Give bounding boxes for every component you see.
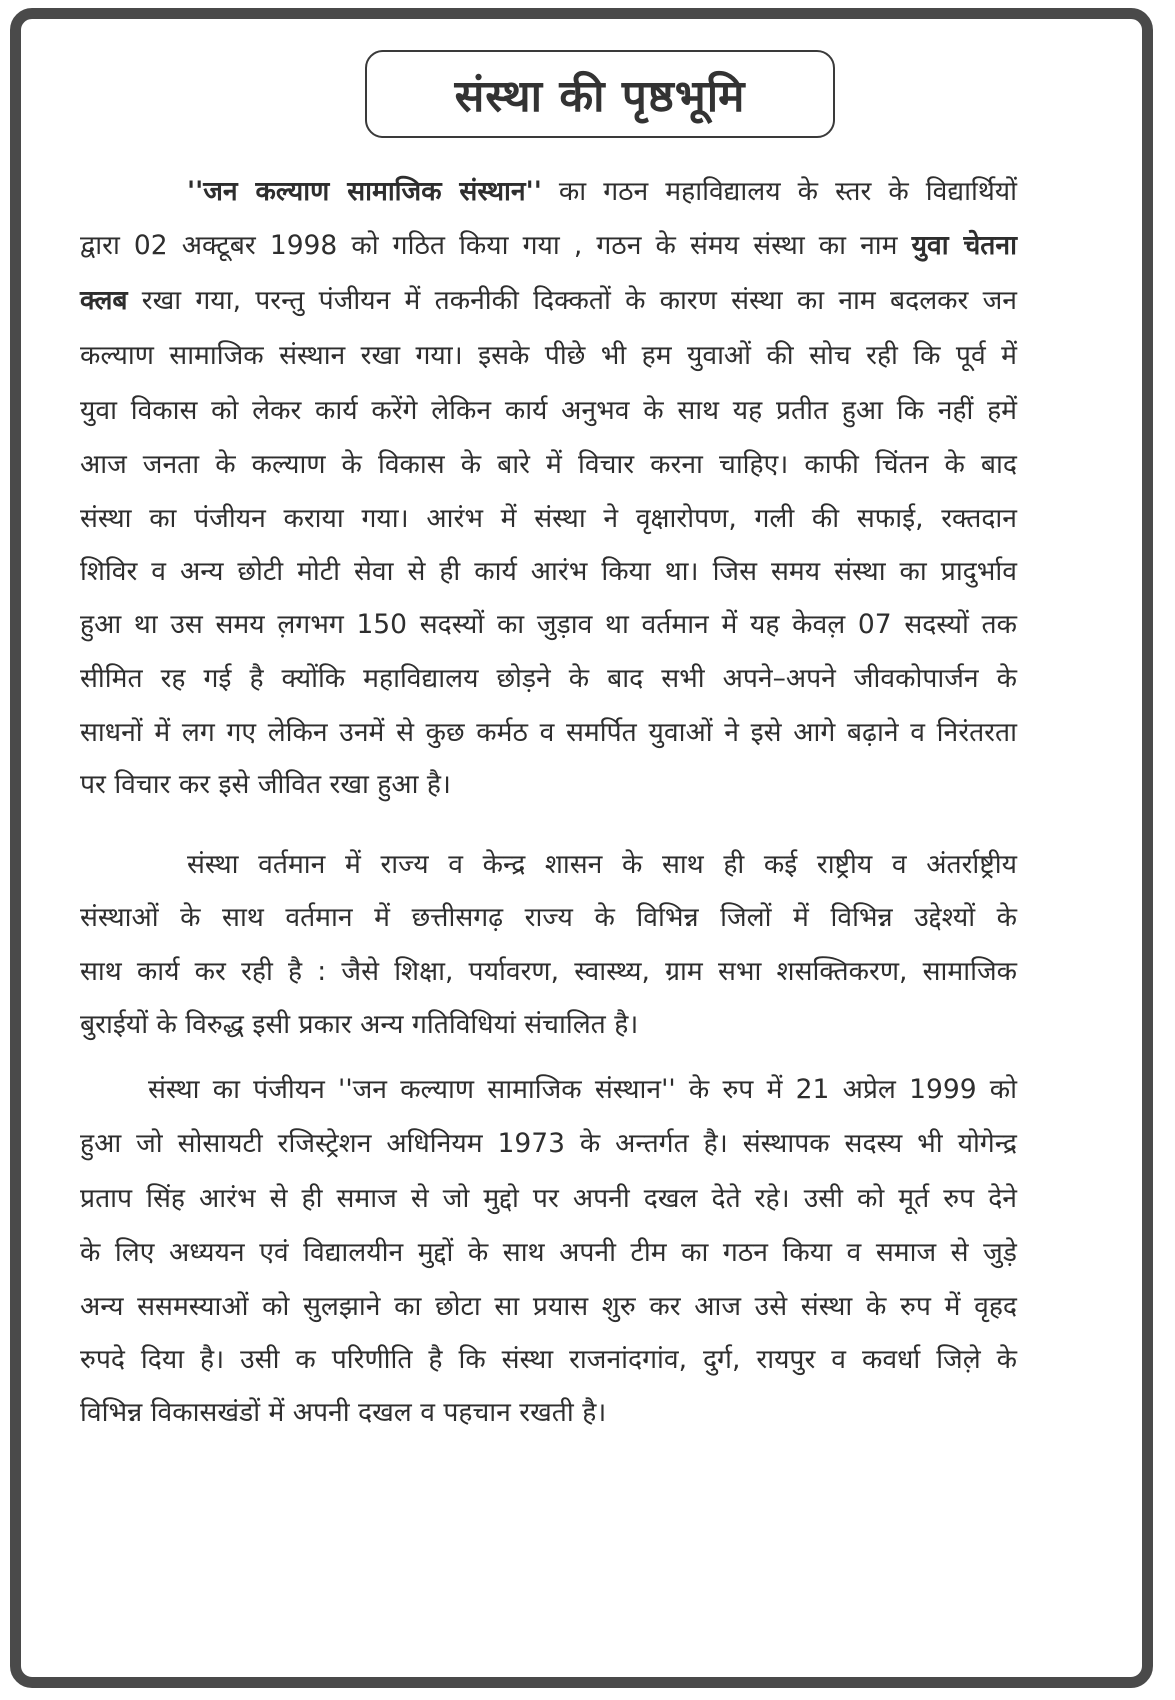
club-name-bold: युवा चेतना — [911, 230, 1017, 261]
paragraph-line: संस्था का पंजीयन ''जन कल्याण सामाजिक संस्थान'' के रुप में 21 अप्रेल 1999 को — [148, 1074, 1017, 1105]
paragraph-line: प्रताप सिंह आरंभ से ही समाज से जो मुद्दो पर अपनी दखल देते रहे। उसी को मूर्त रुप देने — [80, 1183, 1017, 1214]
paragraph-line: साथ कार्य कर रही है : जैसे शिक्षा, पर्यावरण, स्वास्थ्य, ग्राम सभा शसक्तिकरण, सामाजिक — [80, 956, 1017, 987]
paragraph-line: अन्य ससमस्याओं को सुलझाने का छोटा सा प्रयास शुरु कर आज उसे संस्था के रुप में वृहद — [80, 1291, 1017, 1322]
paragraph-line: शिविर व अन्य छोटी मोटी सेवा से ही कार्य आरंभ किया था। जिस समय संस्था का प्रादुर्भाव — [80, 556, 1017, 587]
title-box — [365, 50, 835, 138]
org-name-bold: ''जन कल्याण सामाजिक संस्थान'' — [187, 176, 542, 207]
paragraph-line: बुराईयों के विरुद्ध इसी प्रकार अन्य गतिविधियां संचालित है। — [80, 1009, 639, 1040]
paragraph-line: संस्था का पंजीयन कराया गया। आरंभ में संस्था ने वृक्षारोपण, गली की सफाई, रक्तदान — [80, 503, 1017, 534]
paragraph-line: कल्याण सामाजिक संस्थान रखा गया। इसके पीछे भी हम युवाओं की सोच रही कि पूर्व में — [80, 340, 1017, 371]
paragraph-line: हुआ जो सोसायटी रजिस्ट्रेशन अधिनियम 1973 के अन्तर्गत है। संस्थापक सदस्य भी योगेन्द्र — [80, 1128, 1017, 1159]
paragraph-line: पर विचार कर इसे जीवित रखा हुआ है। — [80, 769, 451, 800]
paragraph-line: साधनों में लग गए लेकिन उनमें से कुछ कर्मठ व समर्पित युवाओं ने इसे आगे बढ़ाने व निरंतरता — [80, 717, 1017, 748]
paragraph-line: क्लब रखा गया, परन्तु पंजीयन में तकनीकी दिक्कतों के कारण संस्था का नाम बदलकर जन — [80, 285, 1017, 316]
paragraph-line: संस्थाओं के साथ वर्तमान में छत्तीसगढ़ राज्य के विभिन्न जिलों में विभिन्न उद्देश्यों के — [80, 902, 1017, 933]
club-name-bold-cont: क्लब — [80, 285, 128, 316]
paragraph-line: विभिन्न विकासखंडों में अपनी दखल व पहचान रखती है। — [80, 1397, 607, 1428]
paragraph-line: हुआ था उस समय ल़गभग 150 सदस्यों का जुड़ाव था वर्तमान में यह केवल़ 07 सदस्यों तक — [80, 609, 1017, 640]
paragraph-line: द्वारा 02 अक्टूबर 1998 को गठित किया गया , गठन के संमय संस्था का नाम युवा चेतना — [80, 230, 1017, 261]
page-title: संस्था की पृष्ठभूमि — [454, 71, 746, 122]
paragraph-line: के लिए अध्ययन एवं विद्यालयीन मुद्दों के साथ अपनी टीम का गठन किया व समाज से जुड़े — [80, 1237, 1017, 1268]
paragraph-line: संस्था वर्तमान में राज्य व केन्द्र शासन के साथ ही कई राष्ट्रीय व अंतर्राष्ट्रीय — [187, 849, 1017, 880]
paragraph-line: आज जनता के कल्याण के विकास के बारे में विचार करना चाहिए। काफी चिंतन के बाद — [80, 449, 1017, 480]
paragraph-line: रुपदे दिया है। उसी क परिणीति है कि संस्था राजनांदगांव, दुर्ग, रायपुर व कवर्धा जिल़े के — [80, 1344, 1017, 1375]
paragraph-line: युवा विकास को लेकर कार्य करेंगे लेकिन कार्य अनुभव के साथ यह प्रतीत हुआ कि नहीं हमें — [80, 395, 1017, 426]
paragraph-line: सीमित रह गई है क्योंकि महाविद्यालय छोड़ने के बाद सभी अपने–अपने जीवकोपार्जन के — [80, 663, 1017, 694]
paragraph-line: ''जन कल्याण सामाजिक संस्थान'' का गठन महाविद्यालय के स्तर के विद्यार्थियों — [187, 176, 1017, 207]
